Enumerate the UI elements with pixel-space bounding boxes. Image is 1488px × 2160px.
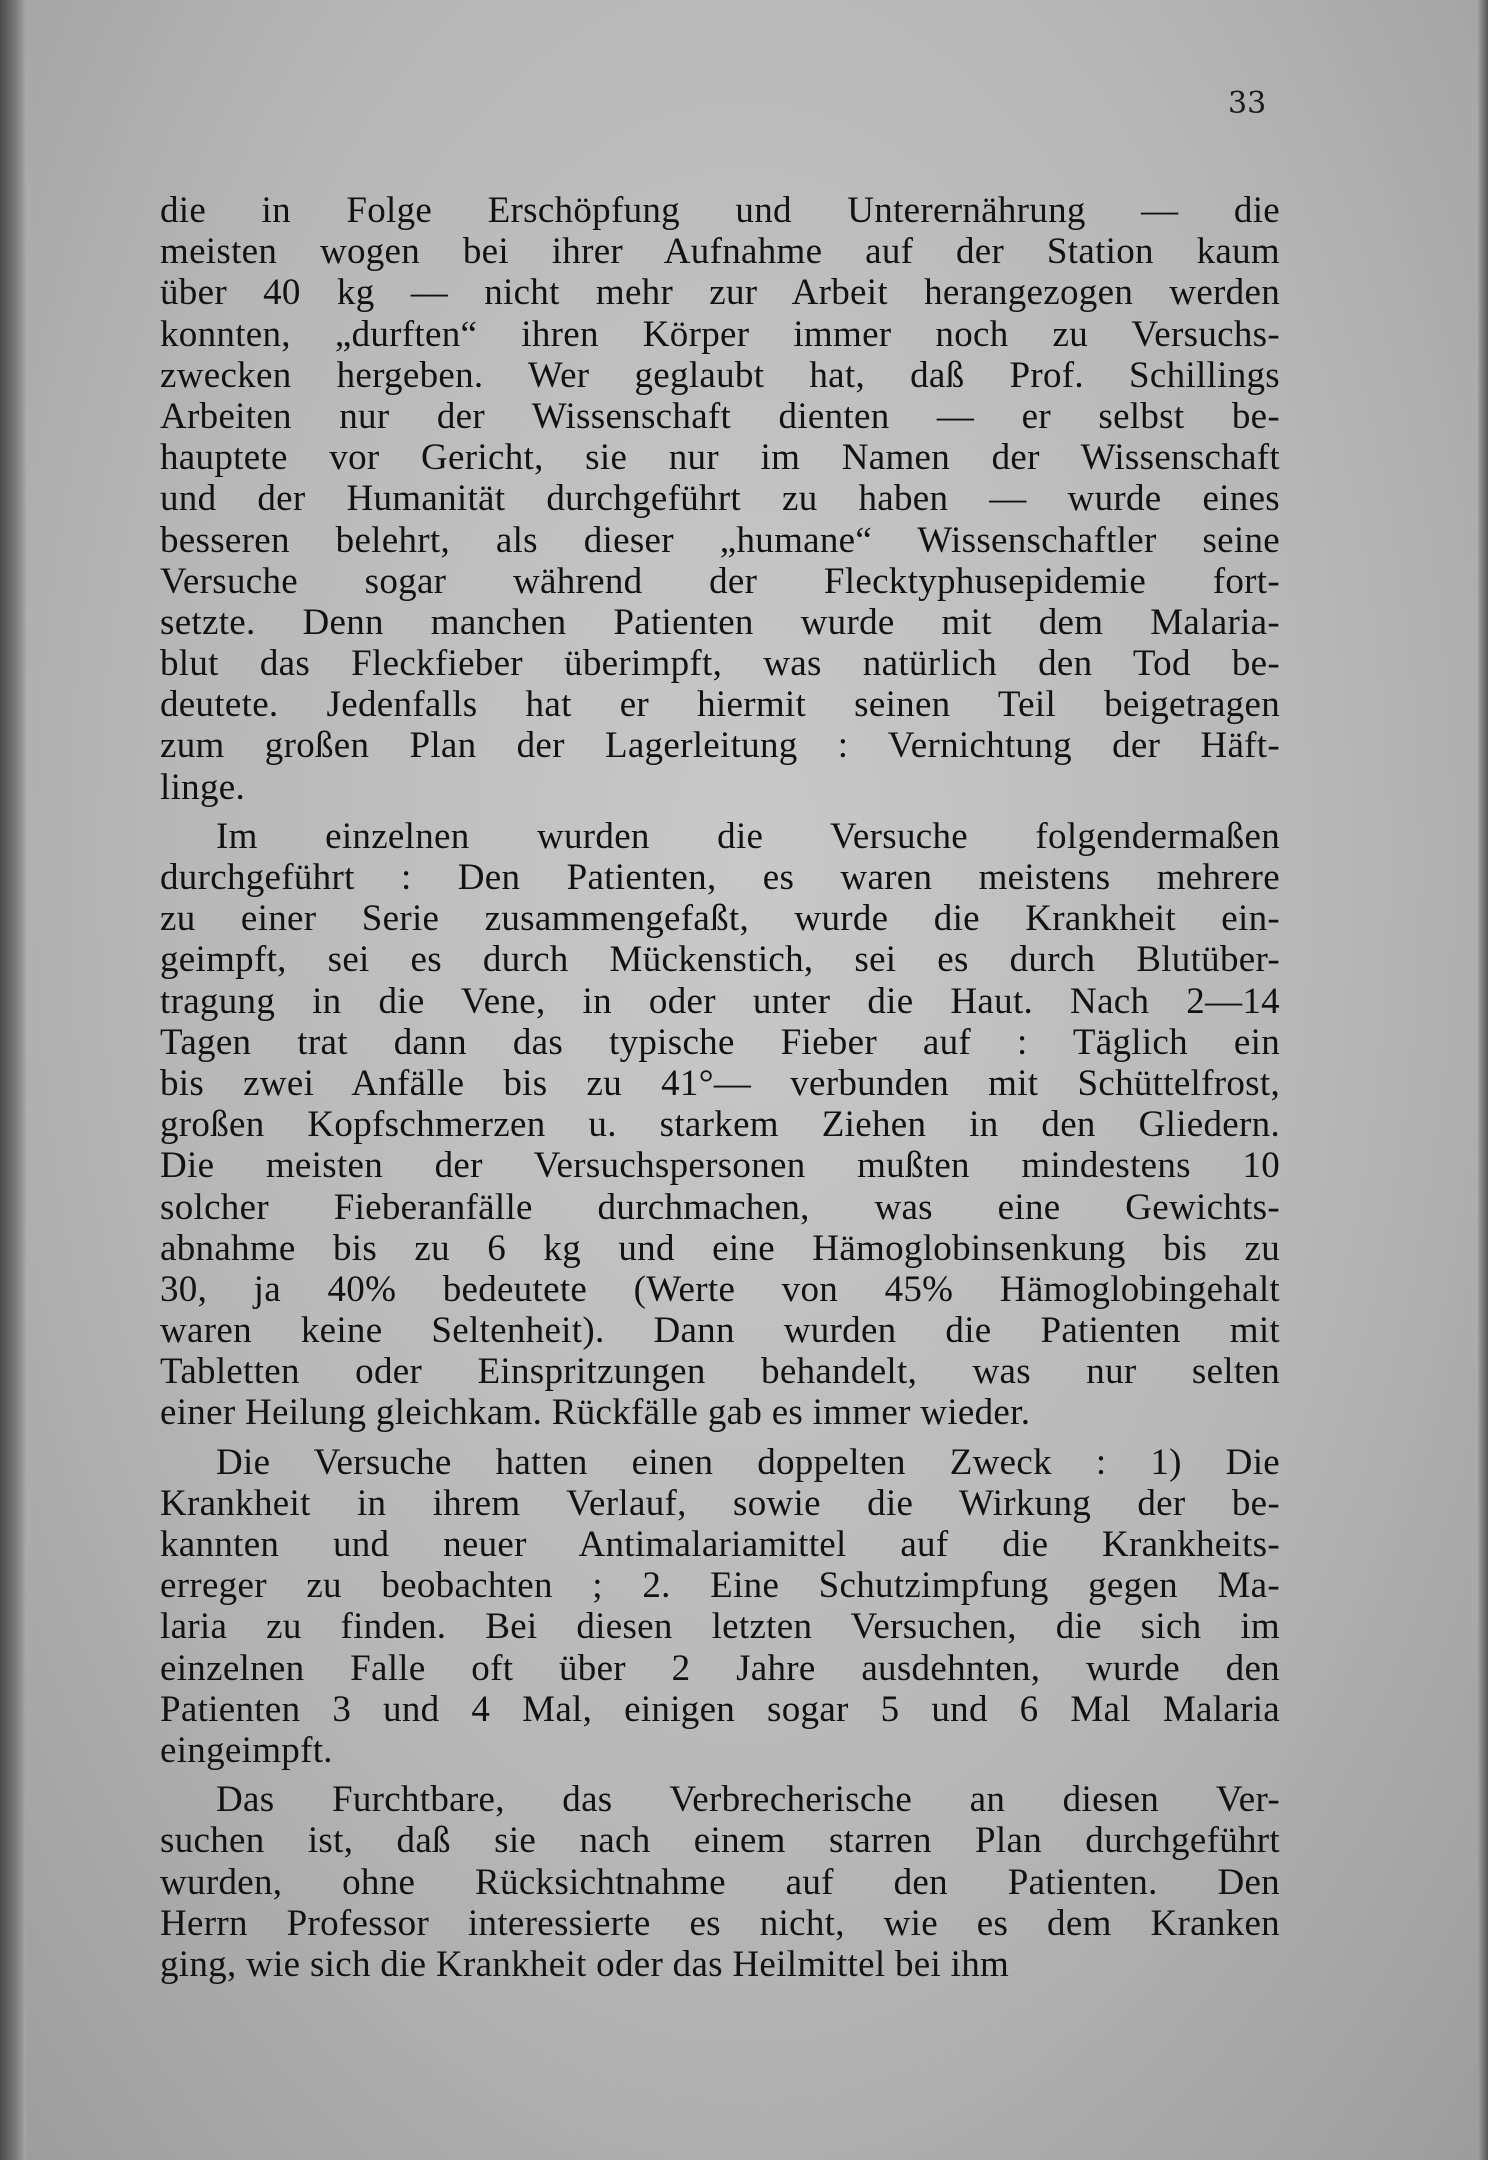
page-gutter-shadow bbox=[0, 0, 26, 2160]
text-line: solcher Fieberanfälle durchmachen, was eine Gewichts- bbox=[160, 1186, 1280, 1228]
text-line: abnahme bis zu 6 kg und eine Hämoglobinsenkung bis zu bbox=[160, 1227, 1280, 1269]
text-line: wurden, ohne Rücksichtnahme auf den Patienten. Den bbox=[160, 1861, 1280, 1903]
text-line: über 40 kg — nicht mehr zur Arbeit herangezogen werden bbox=[160, 272, 1280, 314]
body-text bbox=[160, 190, 1280, 1985]
text-line: hauptete vor Gericht, sie nur im Namen der Wissenschaft bbox=[160, 437, 1280, 479]
paragraph bbox=[160, 816, 1280, 1434]
text-line: Patienten 3 und 4 Mal, einigen sogar 5 und 6 Mal Malaria bbox=[160, 1688, 1280, 1730]
text-line: durchgeführt : Den Patienten, es waren meistens mehrere bbox=[160, 857, 1280, 898]
text-line: zwecken hergeben. Wer geglaubt hat, daß Prof. Schillings bbox=[160, 354, 1280, 396]
text-line: Herrn Professor interessierte es nicht, wie es dem Kranken bbox=[160, 1902, 1280, 1944]
paragraph-gap bbox=[160, 1434, 1280, 1442]
text-line: linge. bbox=[160, 766, 246, 808]
text-line: einzelnen Falle oft über 2 Jahre ausdehnten, wurde den bbox=[160, 1647, 1280, 1689]
text-line: Tabletten oder Einspritzungen behandelt, was nur selten bbox=[160, 1351, 1280, 1393]
text-line: großen Kopfschmerzen u. starkem Ziehen in den Gliedern. bbox=[160, 1104, 1280, 1146]
paragraph bbox=[160, 1779, 1280, 1985]
text-line: Die meisten der Versuchspersonen mußten mindestens 10 bbox=[160, 1145, 1280, 1187]
text-line: suchen ist, daß sie nach einem starren Plan durchgeführt bbox=[160, 1820, 1280, 1862]
paragraph bbox=[160, 1442, 1280, 1772]
text-line: konnten, „durften“ ihren Körper immer noch zu Versuchs- bbox=[160, 313, 1280, 355]
page-edge-shadow bbox=[1478, 0, 1488, 2160]
text-line: blut das Fleckfieber überimpft, was natürlich den Tod be- bbox=[160, 643, 1280, 685]
text-line: kannten und neuer Antimalariamittel auf die Krankheits- bbox=[160, 1524, 1280, 1565]
text-line: besseren belehrt, als dieser „humane“ Wissenschaftler seine bbox=[160, 519, 1280, 561]
text-line: geimpft, sei es durch Mückenstich, sei es durch Blutüber- bbox=[160, 939, 1280, 981]
text-line: Versuche sogar während der Flecktyphusepidemie fort- bbox=[160, 560, 1280, 602]
text-line: Arbeiten nur der Wissenschaft dienten — er selbst be- bbox=[160, 395, 1280, 437]
text-line: die in Folge Erschöpfung und Unterernährung — die bbox=[160, 190, 1280, 231]
text-line: zum großen Plan der Lagerleitung : Vernichtung der Häft- bbox=[160, 725, 1280, 767]
text-line: 30, ja 40% bedeutete (Werte von 45% Hämoglobingehalt bbox=[160, 1268, 1280, 1310]
text-line: Im einzelnen wurden die Versuche folgendermaßen bbox=[216, 815, 1280, 857]
text-line: Das Furchtbare, das Verbrecherische an diesen Ver- bbox=[216, 1779, 1280, 1821]
page-number: 33 bbox=[1228, 86, 1267, 121]
paragraph-gap bbox=[160, 1771, 1280, 1779]
text-line: bis zwei Anfälle bis zu 41°— verbunden mit Schüttelfrost, bbox=[160, 1062, 1280, 1104]
text-line: meisten wogen bei ihrer Aufnahme auf der Station kaum bbox=[160, 231, 1280, 273]
text-line: tragung in die Vene, in oder unter die Haut. Nach 2—14 bbox=[160, 980, 1280, 1022]
text-line: waren keine Seltenheit). Dann wurden die Patienten mit bbox=[160, 1310, 1280, 1352]
text-line: setzte. Denn manchen Patienten wurde mit dem Malaria- bbox=[160, 601, 1280, 643]
text-line: und der Humanität durchgeführt zu haben — wurde eines bbox=[160, 478, 1280, 520]
paragraph-gap bbox=[160, 808, 1280, 816]
paragraph bbox=[160, 190, 1280, 808]
text-line: einer Heilung gleichkam. Rückfälle gab es immer wieder. bbox=[160, 1392, 1031, 1434]
text-line: Die Versuche hatten einen doppelten Zweck : 1) Die bbox=[216, 1441, 1280, 1483]
text-line: Krankheit in ihrem Verlauf, sowie die Wirkung der be- bbox=[160, 1482, 1280, 1524]
text-line: erreger zu beobachten ; 2. Eine Schutzimpfung gegen Ma- bbox=[160, 1565, 1280, 1607]
text-line: deutete. Jedenfalls hat er hiermit seinen Teil beigetragen bbox=[160, 684, 1280, 726]
text-line: laria zu finden. Bei diesen letzten Versuchen, die sich im bbox=[160, 1606, 1280, 1648]
text-line: eingeimpft. bbox=[160, 1729, 333, 1771]
text-line: ging, wie sich die Krankheit oder das Heilmittel bei ihm bbox=[160, 1943, 1010, 1985]
text-line: Tagen trat dann das typische Fieber auf : Täglich ein bbox=[160, 1021, 1280, 1063]
text-line: zu einer Serie zusammengefaßt, wurde die Krankheit ein- bbox=[160, 898, 1280, 940]
